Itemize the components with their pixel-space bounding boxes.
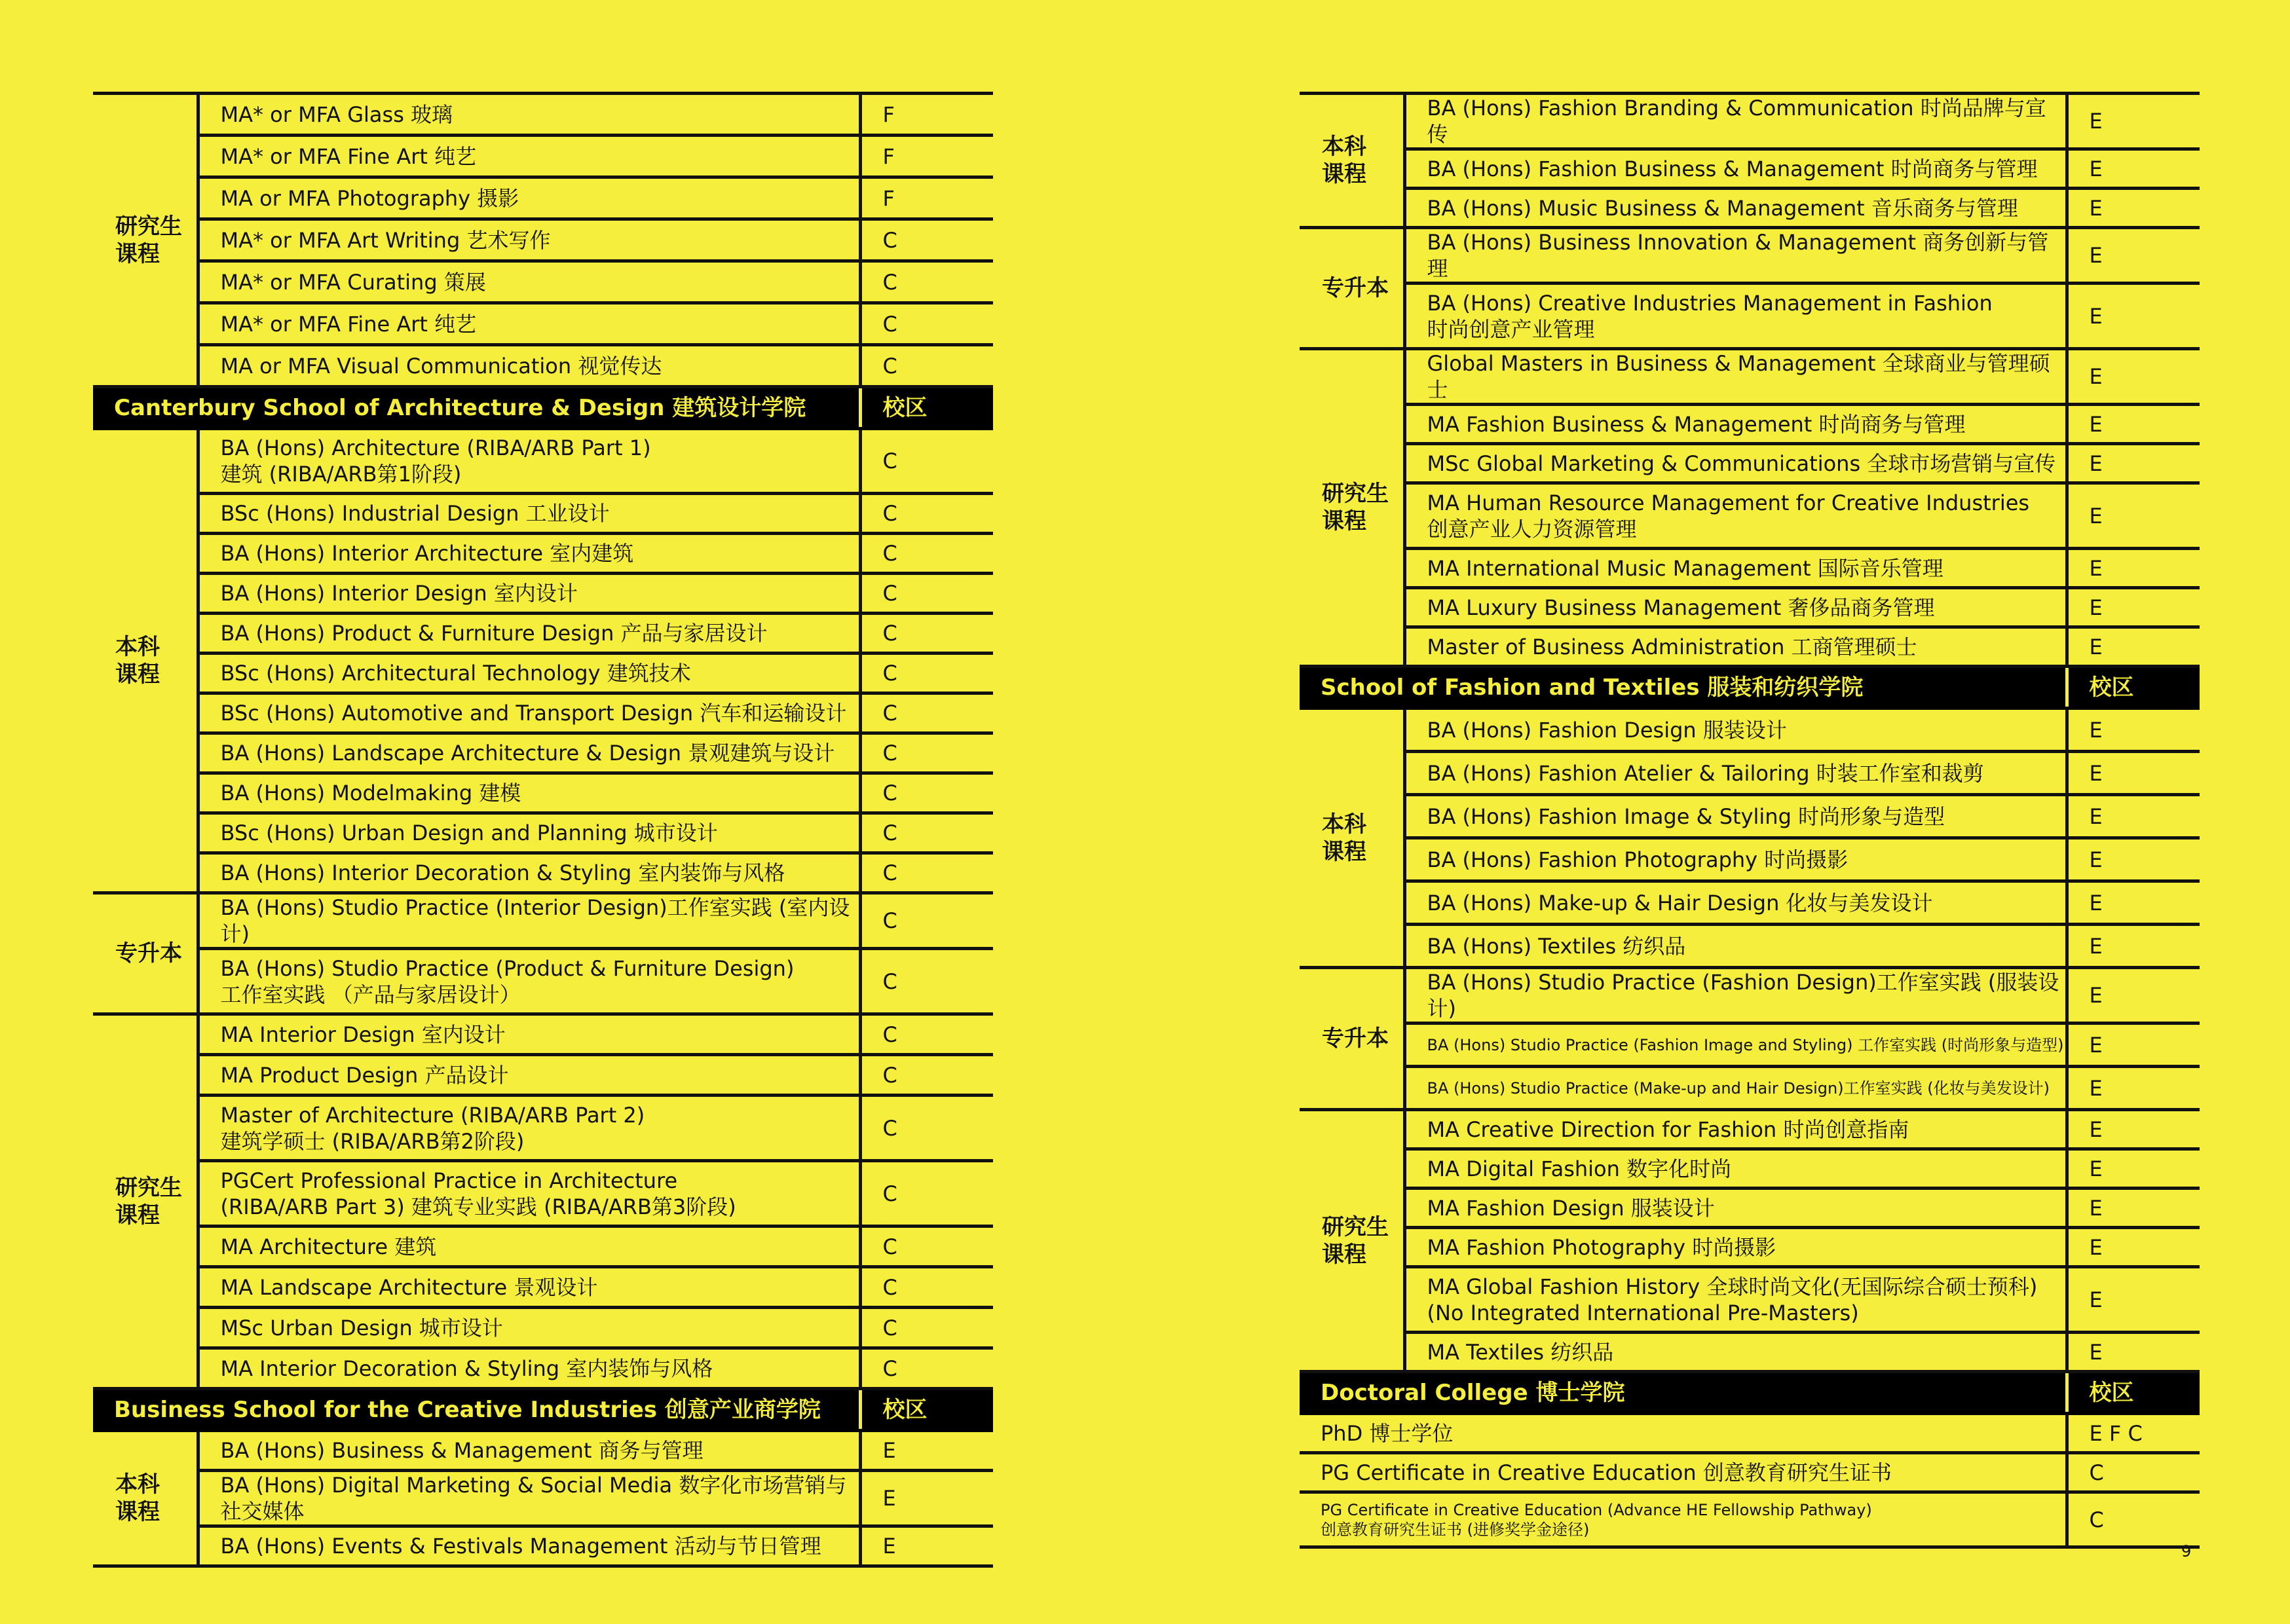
course-campus: E (2067, 405, 2200, 444)
course-campus: E (2067, 968, 2200, 1024)
course-campus: E (860, 1431, 993, 1471)
course-name (198, 429, 860, 494)
table-row (93, 693, 993, 733)
course-name-line2: 时尚创意产业管理 (1427, 316, 1595, 342)
table-row (1300, 1414, 2200, 1453)
table-row (93, 813, 993, 853)
table-row (1300, 483, 2200, 549)
table-row (93, 345, 993, 387)
course-name: MA Product Design 产品设计 (198, 1055, 860, 1096)
course-campus: E (2067, 149, 2200, 189)
table-row (1300, 1228, 2200, 1267)
table-row (1300, 1453, 2200, 1492)
course-name: BA (Hons) Interior Architecture 室内建筑 (198, 534, 860, 574)
course-campus: C (860, 1161, 993, 1227)
course-name: BA (Hons) Business Innovation & Management 商务创新与管理 (1404, 228, 2067, 284)
table-row (1300, 549, 2200, 588)
course-campus: C (860, 574, 993, 614)
table-row (1300, 1067, 2200, 1110)
table-row (1300, 588, 2200, 627)
course-name (198, 1096, 860, 1161)
campus-header: 校区 (2067, 1372, 2200, 1414)
course-name: BA (Hons) Fashion Design 服装设计 (1404, 709, 2067, 752)
course-campus: E (2067, 284, 2200, 349)
table-row (1300, 1492, 2200, 1547)
course-name: MA Digital Fashion 数字化时尚 (1404, 1149, 2067, 1189)
category-label: 研究生 课程 (115, 1174, 182, 1228)
course-name: BA (Hons) Interior Decoration & Styling 室内装饰与风格 (198, 853, 860, 893)
category-label: 研究生 课程 (1322, 1213, 1389, 1268)
table-row (1300, 627, 2200, 667)
table-row (1300, 838, 2200, 881)
course-campus: E F C (2067, 1414, 2200, 1453)
course-name: BA (Hons) Fashion Business & Management 时尚商务与管理 (1404, 149, 2067, 189)
course-campus: C (860, 893, 993, 949)
category-label: 专升本 (1322, 275, 1389, 301)
course-name-line2: 建筑 (RIBA/ARB第1阶段) (220, 462, 462, 487)
course-campus: E (2067, 627, 2200, 667)
course-campus: C (860, 654, 993, 693)
course-campus: E (860, 1471, 993, 1526)
course-name: BA (Hons) Fashion Photography 时尚摄影 (1404, 838, 2067, 881)
course-name (1404, 1267, 2067, 1333)
course-name: MA* or MFA Fine Art 纯艺 (198, 136, 860, 177)
table-row (1300, 1267, 2200, 1333)
course-name-line2: 创意产业人力资源管理 (1427, 516, 1637, 542)
course-name: BA (Hons) Business & Management 商务与管理 (198, 1431, 860, 1471)
table-row (93, 219, 993, 261)
course-campus: E (2067, 1267, 2200, 1333)
table-row (1300, 709, 2200, 752)
table-row (93, 773, 993, 813)
category-label: 专升本 (1322, 1025, 1389, 1052)
course-name-line1: BA (Hons) Architecture (RIBA/ARB Part 1) (220, 435, 651, 460)
table-row (93, 733, 993, 773)
course-name-line2: 建筑学硕士 (RIBA/ARB第2阶段) (220, 1128, 525, 1154)
table-row (93, 94, 993, 136)
table-row (93, 136, 993, 177)
course-name: BSc (Hons) Architectural Technology 建筑技术 (198, 654, 860, 693)
table-row (1300, 149, 2200, 189)
course-campus: E (860, 1526, 993, 1566)
category-label: 研究生 课程 (1322, 481, 1389, 534)
table-row (93, 1308, 993, 1348)
table-row (93, 1348, 993, 1389)
category-top-up (93, 893, 198, 1014)
course-name-line2: (No Integrated International Pre-Masters) (1427, 1300, 1859, 1325)
course-name: MA Creative Direction for Fashion 时尚创意指南 (1404, 1110, 2067, 1149)
course-name: BA (Hons) Modelmaking 建模 (198, 773, 860, 813)
course-name: MA or MFA Visual Communication 视觉传达 (198, 345, 860, 387)
course-name-line1: PGCert Professional Practice in Architecture (220, 1168, 678, 1193)
category-label: 本科 课程 (1322, 134, 1366, 187)
course-name: BA (Hons) Fashion Branding & Communication 时尚品牌与宣传 (1404, 94, 2067, 149)
course-campus: C (2067, 1492, 2200, 1547)
category-label: 研究生 课程 (115, 213, 182, 267)
category-top-up (1300, 228, 1404, 349)
course-name (1404, 284, 2067, 349)
course-campus: E (2067, 881, 2200, 925)
course-name: BA (Hons) Interior Design 室内设计 (198, 574, 860, 614)
course-campus: E (2067, 709, 2200, 752)
table-row (93, 534, 993, 574)
course-campus: F (860, 177, 993, 219)
course-campus: E (2067, 838, 2200, 881)
course-campus: E (2067, 349, 2200, 405)
course-name-line2: 创意教育研究生证书 (进修奖学金途径) (1321, 1520, 1590, 1539)
table-row (93, 1227, 993, 1267)
course-name-line1: BA (Hons) Creative Industries Management in Fashion (1427, 290, 1993, 316)
course-campus: C (860, 534, 993, 574)
table-row (93, 1096, 993, 1161)
table-row (93, 177, 993, 219)
category-postgraduate (1300, 1110, 1404, 1372)
course-name: MA Textiles 纺织品 (1404, 1333, 2067, 1372)
table-row (1300, 795, 2200, 838)
course-name: MA Fashion Business & Management 时尚商务与管理 (1404, 405, 2067, 444)
table-row (1300, 752, 2200, 795)
course-name (198, 1161, 860, 1227)
course-campus: C (860, 1227, 993, 1267)
course-campus: E (2067, 483, 2200, 549)
course-name: MA Fashion Design 服装设计 (1404, 1189, 2067, 1228)
course-name: MSc Urban Design 城市设计 (198, 1308, 860, 1348)
table-row (93, 893, 993, 949)
course-name: BSc (Hons) Industrial Design 工业设计 (198, 494, 860, 534)
course-campus: E (2067, 228, 2200, 284)
right-course-table (1300, 92, 2200, 1549)
course-name: BSc (Hons) Automotive and Transport Design 汽车和运输设计 (198, 693, 860, 733)
course-name: MA* or MFA Curating 策展 (198, 261, 860, 303)
course-name: BA (Hons) Studio Practice (Fashion Design)工作室实践 (服装设计) (1404, 968, 2067, 1024)
course-name: MA Landscape Architecture 景观设计 (198, 1267, 860, 1308)
course-campus: C (860, 303, 993, 345)
course-name: MA* or MFA Glass 玻璃 (198, 94, 860, 136)
category-top-up (1300, 968, 1404, 1110)
table-row (93, 1431, 993, 1471)
course-campus: E (2067, 1110, 2200, 1149)
table-row (93, 614, 993, 654)
table-row (1300, 881, 2200, 925)
course-name: Master of Business Administration 工商管理硕士 (1404, 627, 2067, 667)
table-row (93, 574, 993, 614)
course-name: MA* or MFA Art Writing 艺术写作 (198, 219, 860, 261)
category-postgraduate (93, 94, 198, 387)
course-campus: C (860, 853, 993, 893)
course-name: BA (Hons) Fashion Atelier & Tailoring 时装工作室和裁剪 (1404, 752, 2067, 795)
course-name-line1: MA Human Resource Management for Creative Industries (1427, 490, 2030, 515)
category-undergraduate (93, 429, 198, 893)
table-row (93, 303, 993, 345)
course-campus: C (860, 693, 993, 733)
course-name: BA (Hons) Fashion Image & Styling 时尚形象与造型 (1404, 795, 2067, 838)
school-header-fashion (1300, 667, 2200, 709)
course-campus: C (860, 1267, 993, 1308)
table-row (93, 494, 993, 534)
course-campus: C (860, 949, 993, 1014)
course-name: PhD 博士学位 (1300, 1414, 2067, 1453)
course-name: BA (Hons) Studio Practice (Fashion Image and Styling) 工作室实践 (时尚形象与造型) (1404, 1024, 2067, 1067)
category-label: 本科 课程 (115, 1471, 160, 1525)
table-row (1300, 968, 2200, 1024)
table-row (1300, 925, 2200, 968)
course-name: MA Architecture 建筑 (198, 1227, 860, 1267)
course-campus: E (2067, 1024, 2200, 1067)
course-name-line2: (RIBA/ARB Part 3) 建筑专业实践 (RIBA/ARB第3阶段) (220, 1194, 736, 1219)
course-campus: C (860, 614, 993, 654)
course-campus: E (2067, 94, 2200, 149)
course-campus: E (2067, 795, 2200, 838)
course-campus: E (2067, 1333, 2200, 1372)
course-name-line2: 工作室实践 （产品与家居设计） (220, 982, 521, 1007)
course-campus: E (2067, 444, 2200, 483)
table-row (93, 1055, 993, 1096)
table-row (1300, 1149, 2200, 1189)
course-campus: F (860, 136, 993, 177)
table-row (93, 261, 993, 303)
category-label: 本科 课程 (115, 634, 160, 688)
course-campus: E (2067, 189, 2200, 228)
table-row (93, 1526, 993, 1566)
table-row (93, 853, 993, 893)
course-name (1300, 1492, 2067, 1547)
table-row (93, 429, 993, 494)
course-campus: E (2067, 549, 2200, 588)
course-campus: E (2067, 925, 2200, 968)
left-course-table (93, 92, 993, 1568)
course-campus: C (860, 1014, 993, 1055)
course-name: BA (Hons) Events & Festivals Management 活动与节日管理 (198, 1526, 860, 1566)
category-postgraduate (1300, 349, 1404, 667)
course-campus: C (2067, 1453, 2200, 1492)
course-campus: C (860, 773, 993, 813)
course-name: MA Luxury Business Management 奢侈品商务管理 (1404, 588, 2067, 627)
table-row (93, 1161, 993, 1227)
course-name: BA (Hons) Digital Marketing & Social Media 数字化市场营销与社交媒体 (198, 1471, 860, 1526)
table-row (1300, 189, 2200, 228)
course-campus: C (860, 1096, 993, 1161)
course-campus: E (2067, 1189, 2200, 1228)
school-header-architecture (93, 387, 993, 429)
table-row (93, 1471, 993, 1526)
course-campus: E (2067, 1067, 2200, 1110)
category-label: 专升本 (115, 940, 182, 967)
school-header-doctoral (1300, 1372, 2200, 1414)
course-name (198, 949, 860, 1014)
course-name (1404, 483, 2067, 549)
course-name: BA (Hons) Landscape Architecture & Design 景观建筑与设计 (198, 733, 860, 773)
table-row (93, 949, 993, 1014)
course-name: MA* or MFA Fine Art 纯艺 (198, 303, 860, 345)
page-number: 9 (2181, 1542, 2192, 1560)
school-title: School of Fashion and Textiles 服装和纺织学院 (1300, 667, 2067, 709)
table-row (1300, 349, 2200, 405)
course-campus: C (860, 494, 993, 534)
course-campus: C (860, 813, 993, 853)
course-name: MA Fashion Photography 时尚摄影 (1404, 1228, 2067, 1267)
course-name-line1: BA (Hons) Studio Practice (Product & Furniture Design) (220, 955, 795, 981)
school-header-business (93, 1389, 993, 1431)
course-name: MA International Music Management 国际音乐管理 (1404, 549, 2067, 588)
course-campus: C (860, 345, 993, 387)
course-name: BSc (Hons) Urban Design and Planning 城市设计 (198, 813, 860, 853)
course-name: BA (Hons) Studio Practice (Interior Design)工作室实践 (室内设计) (198, 893, 860, 949)
table-row (1300, 1024, 2200, 1067)
course-name-line1: MA Global Fashion History 全球时尚文化(无国际综合硕士预科) (1427, 1274, 2038, 1299)
right-column (1300, 92, 2200, 1549)
course-campus: E (2067, 588, 2200, 627)
category-label: 本科 课程 (1322, 811, 1366, 865)
table-row (93, 654, 993, 693)
course-name: BA (Hons) Product & Furniture Design 产品与家居设计 (198, 614, 860, 654)
course-name: MA Interior Decoration & Styling 室内装饰与风格 (198, 1348, 860, 1389)
table-row (1300, 405, 2200, 444)
campus-header: 校区 (860, 387, 993, 429)
course-name-line1: Master of Architecture (RIBA/ARB Part 2) (220, 1102, 645, 1128)
table-row (1300, 1333, 2200, 1372)
course-campus: C (860, 429, 993, 494)
course-campus: E (2067, 752, 2200, 795)
course-campus: C (860, 1308, 993, 1348)
table-row (1300, 444, 2200, 483)
course-campus: E (2067, 1149, 2200, 1189)
course-name: BA (Hons) Textiles 纺织品 (1404, 925, 2067, 968)
category-undergraduate (93, 1431, 198, 1566)
school-title: Canterbury School of Architecture & Design 建筑设计学院 (93, 387, 860, 429)
table-row (1300, 1189, 2200, 1228)
campus-header: 校区 (860, 1389, 993, 1431)
school-title: Business School for the Creative Industries 创意产业商学院 (93, 1389, 860, 1431)
course-campus: F (860, 94, 993, 136)
course-campus: C (860, 219, 993, 261)
course-name: BA (Hons) Make-up & Hair Design 化妆与美发设计 (1404, 881, 2067, 925)
school-title: Doctoral College 博士学院 (1300, 1372, 2067, 1414)
course-campus: C (860, 733, 993, 773)
course-campus: C (860, 261, 993, 303)
left-column (93, 92, 993, 1568)
table-row (1300, 228, 2200, 284)
course-name: Global Masters in Business & Management 全球商业与管理硕士 (1404, 349, 2067, 405)
table-row (1300, 1110, 2200, 1149)
course-name: BA (Hons) Studio Practice (Make-up and Hair Design)工作室实践 (化妆与美发设计) (1404, 1067, 2067, 1110)
course-campus: E (2067, 1228, 2200, 1267)
table-row (1300, 284, 2200, 349)
course-campus: C (860, 1055, 993, 1096)
course-name: BA (Hons) Music Business & Management 音乐商务与管理 (1404, 189, 2067, 228)
course-name-line1: PG Certificate in Creative Education (Advance HE Fellowship Pathway) (1321, 1500, 1872, 1519)
category-undergraduate (1300, 709, 1404, 968)
course-name: MA Interior Design 室内设计 (198, 1014, 860, 1055)
campus-header: 校区 (2067, 667, 2200, 709)
table-row (93, 1014, 993, 1055)
course-campus: C (860, 1348, 993, 1389)
course-name: MA or MFA Photography 摄影 (198, 177, 860, 219)
category-undergraduate (1300, 94, 1404, 228)
table-row (1300, 94, 2200, 149)
category-postgraduate (93, 1014, 198, 1389)
course-name: MSc Global Marketing & Communications 全球市场营销与宣传 (1404, 444, 2067, 483)
course-name: PG Certificate in Creative Education 创意教育研究生证书 (1300, 1453, 2067, 1492)
table-row (93, 1267, 993, 1308)
